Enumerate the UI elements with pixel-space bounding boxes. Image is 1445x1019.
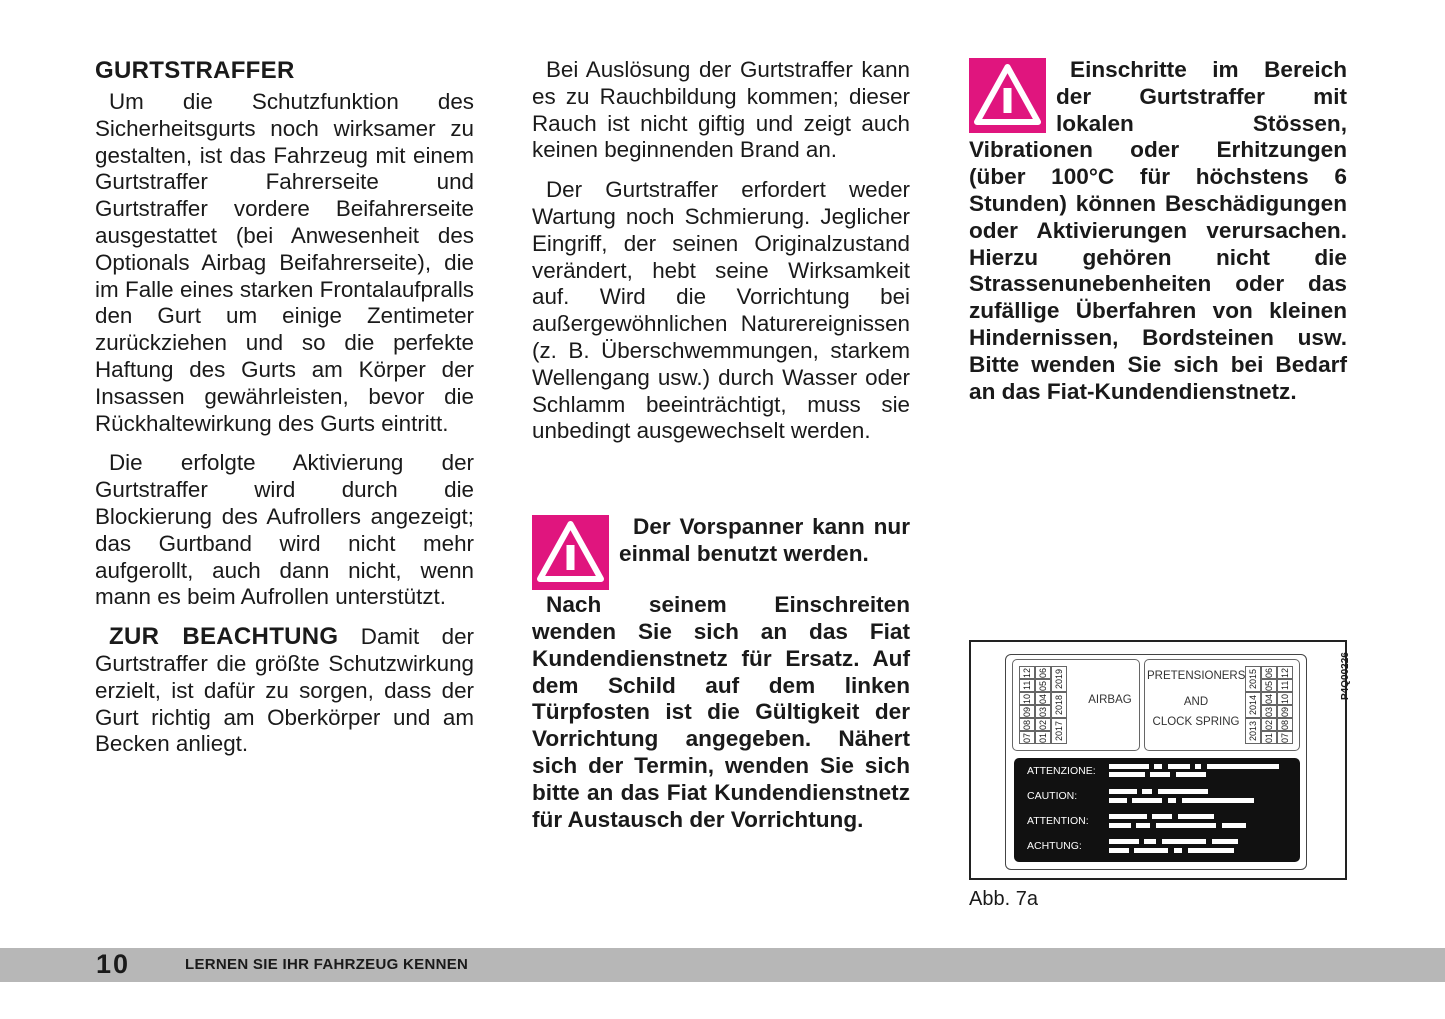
date-cell: 12 <box>1019 666 1035 679</box>
date-cell: 01 <box>1261 731 1277 744</box>
airbag-date-grid <box>1019 666 1067 744</box>
pretensioner-date-grid <box>1245 666 1293 744</box>
label-figure <box>969 640 1347 880</box>
date-cell: 05 <box>1261 679 1277 692</box>
note-text: Damit der Gurtstraffer die größte Schutzwirkung erzielt, ist dafür zu sorgen, dass der Gurt richtig am Oberkörper und am Becken anliegt. <box>95 624 474 757</box>
door-pillar-label <box>1005 654 1307 870</box>
date-cell: 07 <box>1277 731 1293 744</box>
date-cell: 06 <box>1035 666 1051 679</box>
date-cell: 02 <box>1035 718 1051 731</box>
warning-lang-label: ACHTUNG: <box>1027 840 1082 852</box>
warning-triangle-icon <box>969 58 1046 133</box>
section-heading: GURTSTRAFFER <box>95 57 295 84</box>
airbag-box <box>1012 659 1140 751</box>
date-cell: 2019 <box>1051 666 1067 692</box>
figure-code: P4Q00226 <box>1340 652 1351 700</box>
date-cell: 04 <box>1035 692 1051 705</box>
figure-caption: Abb. 7a <box>969 888 1038 910</box>
paragraph: Bei Auslösung der Gurtstraffer kann es zu Rauchbildung kommen; dieser Rauch ist nicht giftig und zeigt auch keinen beginnenden Brand an. <box>532 57 910 163</box>
date-cell: 03 <box>1261 705 1277 718</box>
date-cell: 2014 <box>1245 692 1261 718</box>
column-2 <box>532 57 910 833</box>
airbag-label: AIRBAG <box>1088 694 1132 706</box>
date-cell: 03 <box>1035 705 1051 718</box>
pretensioner-label-2: AND <box>1183 696 1209 708</box>
warning-text-2: Nach seinem Einschreiten wenden Sie sich an das Fiat Kundendienstnetz für Ersatz. Auf dem Schild auf dem linken Türpfosten ist die Gültigkeit der Vorrichtung angegeben. Nähert sich der Termin, wenden Sie sich bitte an das Fiat Kundendienstnetz für Austausch der Vorrichtung. <box>532 592 910 832</box>
date-cell: 2018 <box>1051 692 1067 718</box>
pretensioner-label-3: CLOCK SPRING <box>1152 716 1240 728</box>
warning-panel <box>1014 758 1300 862</box>
warning-triangle-icon <box>532 515 609 590</box>
pretensioner-box <box>1144 659 1300 751</box>
paragraph: Um die Schutzfunktion des Sicherheitsgurts noch wirksamer zu gestalten, ist das Fahrzeug mit einem Gurtstraffer Fahrerseite und Gurtstraffer vordere Beifahrerseite ausgestattet (bei Anwesenheit des Optionals Airbag Beifahrerseite), die im Falle eines starken Frontalaufpralls den Gurt um einige Zentimeter zurückziehen und so die perfekte Haftung des Gurts am Körper der Insassen gewährleisten, bevor die Rückhaltewirkung des Gurts eintritt. <box>95 89 474 436</box>
date-cell: 06 <box>1261 666 1277 679</box>
date-cell: 09 <box>1019 705 1035 718</box>
warning-text-1: Der Vorspanner kann nur einmal benutzt werden. <box>619 514 910 566</box>
date-cell: 2015 <box>1245 666 1261 692</box>
date-cell: 11 <box>1277 679 1293 692</box>
note-keyword: ZUR BEACHTUNG <box>109 623 339 651</box>
warning-text: Einschritte im Bereich der Gurtstraffer mit lokalen Stössen, Vibrationen oder Erhitzungen (über 100°C für höchstens 6 Stunden) können Beschädigungen oder Aktivierungen verursachen. Hierzu gehören nicht die Strassenunebenheiten oder das zufällige Überfahren von kleinen Hindernissen, Bordsteinen usw. Bitte wenden Sie sich bei Bedarf an das Fiat-Kundendienstnetz. <box>969 57 1347 404</box>
date-cell: 02 <box>1261 718 1277 731</box>
date-cell: 07 <box>1019 731 1035 744</box>
date-cell: 10 <box>1019 692 1035 705</box>
date-cell: 12 <box>1277 666 1293 679</box>
warning-lang-label: CAUTION: <box>1027 790 1078 802</box>
column-1 <box>95 57 474 758</box>
warning-block <box>532 514 910 833</box>
date-cell: 09 <box>1277 705 1293 718</box>
page-number: 10 <box>96 949 131 979</box>
section-title: LERNEN SIE IHR FAHRZEUG KENNEN <box>185 956 469 973</box>
date-cell: 01 <box>1035 731 1051 744</box>
paragraph: Die erfolgte Aktivierung der Gurtstraffer wird durch die Blockierung des Aufrollers angezeigt; das Gurtband wird nicht mehr aufgerollt, auch dann nicht, wenn mann es beim Aufrollen unterstützt. <box>95 450 474 610</box>
date-cell: 2013 <box>1245 718 1261 744</box>
date-cell: 05 <box>1035 679 1051 692</box>
column-3 <box>969 57 1347 405</box>
note-paragraph <box>95 624 474 758</box>
date-cell: 08 <box>1019 718 1035 731</box>
date-cell: 10 <box>1277 692 1293 705</box>
pretensioner-label-1: PRETENSIONERS <box>1147 670 1246 682</box>
date-cell: 04 <box>1261 692 1277 705</box>
warning-lang-label: ATTENZIONE: <box>1027 765 1096 777</box>
warning-lang-label: ATTENTION: <box>1027 815 1089 827</box>
warning-block <box>969 57 1347 405</box>
date-cell: 11 <box>1019 679 1035 692</box>
paragraph: Der Gurtstraffer erfordert weder Wartung noch Schmierung. Jeglicher Eingriff, der seinen Originalzustand verändert, hebt seine Wirksamkeit auf. Wird die Vorrichtung bei außergewöhnlichen Naturereignissen (z. B. Überschwemmungen, starkem Wellengang usw.) durch Wasser oder Schlamm beeinträchtigt, muss sie unbedingt ausgewechselt werden. <box>532 177 910 444</box>
date-cell: 08 <box>1277 718 1293 731</box>
date-cell: 2017 <box>1051 718 1067 744</box>
